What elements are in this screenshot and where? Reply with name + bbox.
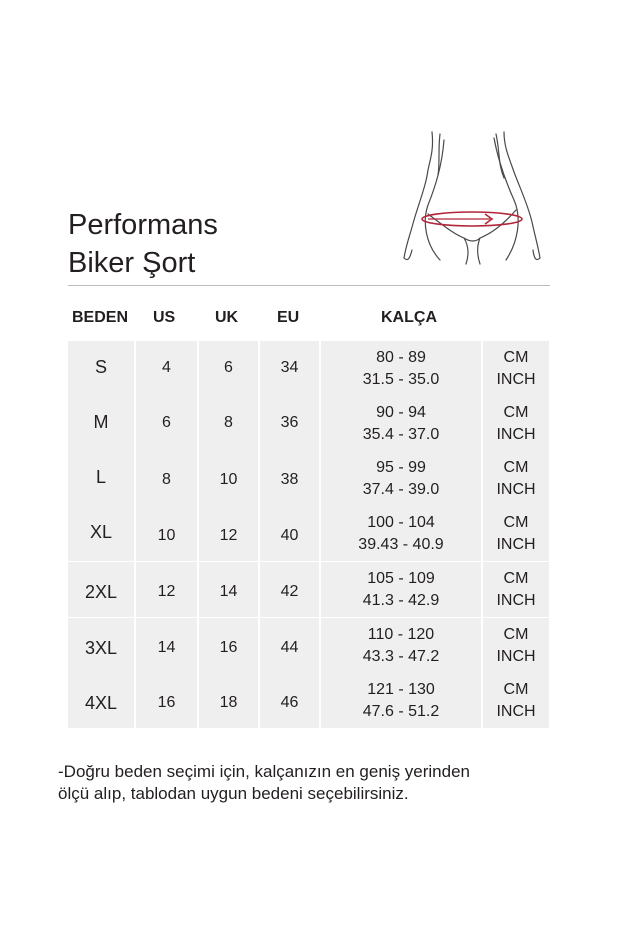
- uk-value: 18: [219, 694, 238, 711]
- eu-value: 44: [280, 639, 299, 656]
- size-cell: [68, 341, 134, 396]
- uk-value: 6: [224, 359, 233, 376]
- unit-cm: CM: [503, 570, 529, 587]
- us-cell: [136, 451, 197, 506]
- eu-value: 40: [280, 527, 299, 544]
- unit-inch: INCH: [496, 481, 536, 498]
- eu-cell: [260, 341, 319, 396]
- uk-cell: [199, 451, 258, 506]
- uk-cell: [199, 673, 258, 728]
- title-line-1: Performans: [68, 209, 218, 241]
- eu-cell: [260, 673, 319, 728]
- hip-cell: [321, 673, 481, 728]
- unit-cm: CM: [503, 349, 529, 366]
- unit-cm: CM: [503, 514, 529, 531]
- unit-cell: [483, 562, 549, 617]
- hip-cm-value: 90 - 94: [376, 404, 426, 421]
- hip-cm-value: 105 - 109: [367, 570, 435, 587]
- unit-inch: INCH: [496, 536, 536, 553]
- us-value: 4: [162, 359, 171, 376]
- us-cell: [136, 562, 197, 617]
- eu-cell: [260, 562, 319, 617]
- size-value: XL: [89, 522, 113, 542]
- hip-inch-value: 37.4 - 39.0: [362, 481, 440, 498]
- size-cell: [68, 396, 134, 451]
- header-uk: UK: [215, 309, 239, 326]
- hip-cm-value: 121 - 130: [367, 681, 435, 698]
- header-us: US: [153, 309, 176, 326]
- hip-cell: [321, 396, 481, 451]
- size-cell: [68, 673, 134, 728]
- unit-cell: [483, 618, 549, 673]
- uk-value: 14: [219, 583, 238, 600]
- table-row: [68, 396, 549, 451]
- eu-cell: [260, 396, 319, 451]
- note-line-1: -Doğru beden seçimi için, kalçanızın en geniş yerinden: [58, 762, 471, 781]
- uk-cell: [199, 396, 258, 451]
- uk-cell: [199, 618, 258, 673]
- eu-cell: [260, 506, 319, 561]
- uk-cell: [199, 341, 258, 396]
- hip-cell: [321, 451, 481, 506]
- table-row: [68, 506, 549, 561]
- uk-value: 10: [219, 471, 238, 488]
- uk-value: 8: [224, 414, 233, 431]
- title-line-2: Biker Şort: [68, 247, 196, 279]
- unit-inch: INCH: [496, 648, 536, 665]
- unit-cell: [483, 341, 549, 396]
- us-value: 8: [162, 471, 171, 488]
- header-hip: KALÇA: [381, 309, 437, 326]
- table-row: [68, 673, 549, 728]
- size-value: M: [93, 412, 109, 432]
- hip-cm-value: 80 - 89: [376, 349, 426, 366]
- unit-cell: [483, 396, 549, 451]
- unit-cell: [483, 451, 549, 506]
- unit-cm: CM: [503, 626, 529, 643]
- us-cell: [136, 506, 197, 561]
- page-title: [68, 206, 218, 282]
- size-cell: [68, 506, 134, 561]
- unit-cell: [483, 506, 549, 561]
- title-divider: [68, 285, 550, 286]
- us-cell: [136, 396, 197, 451]
- size-cell: [68, 562, 134, 617]
- unit-inch: INCH: [496, 371, 536, 388]
- hip-cell: [321, 562, 481, 617]
- uk-value: 12: [219, 527, 238, 544]
- us-value: 14: [157, 639, 176, 656]
- size-cell: [68, 451, 134, 506]
- size-value: 4XL: [84, 693, 118, 713]
- unit-cm: CM: [503, 404, 529, 421]
- eu-cell: [260, 451, 319, 506]
- us-value: 16: [157, 694, 176, 711]
- unit-inch: INCH: [496, 592, 536, 609]
- header-size: BEDEN: [72, 309, 129, 326]
- eu-value: 42: [280, 583, 299, 600]
- eu-value: 36: [280, 414, 299, 431]
- eu-value: 46: [280, 694, 299, 711]
- unit-cm: CM: [503, 459, 529, 476]
- hip-cm-value: 100 - 104: [367, 514, 435, 531]
- eu-cell: [260, 618, 319, 673]
- sizing-note: [58, 761, 578, 805]
- header-eu: EU: [277, 309, 300, 326]
- us-value: 10: [157, 527, 176, 544]
- eu-value: 38: [280, 471, 299, 488]
- hip-cm-value: 95 - 99: [376, 459, 426, 476]
- size-value: 3XL: [84, 638, 118, 658]
- uk-cell: [199, 506, 258, 561]
- hip-inch-value: 31.5 - 35.0: [362, 371, 440, 388]
- unit-inch: INCH: [496, 703, 536, 720]
- table-row: [68, 341, 549, 396]
- unit-cm: CM: [503, 681, 529, 698]
- table-row: [68, 618, 549, 673]
- hip-inch-value: 41.3 - 42.9: [362, 592, 440, 609]
- hip-inch-value: 47.6 - 51.2: [362, 703, 440, 720]
- uk-cell: [199, 562, 258, 617]
- size-value: 2XL: [84, 582, 118, 602]
- hip-inch-value: 35.4 - 37.0: [362, 426, 440, 443]
- hip-cm-value: 110 - 120: [367, 626, 435, 643]
- size-cell: [68, 618, 134, 673]
- eu-value: 34: [280, 359, 299, 376]
- us-cell: [136, 618, 197, 673]
- table-row: [68, 451, 549, 506]
- size-value: L: [95, 467, 106, 487]
- hip-cell: [321, 506, 481, 561]
- unit-inch: INCH: [496, 426, 536, 443]
- hip-inch-value: 43.3 - 47.2: [362, 648, 440, 665]
- uk-value: 16: [219, 639, 238, 656]
- us-value: 12: [157, 583, 176, 600]
- us-value: 6: [162, 414, 171, 431]
- hip-cell: [321, 618, 481, 673]
- note-line-2: ölçü alıp, tablodan uygun bedeni seçebilirsiniz.: [58, 784, 409, 803]
- table-row: [68, 562, 549, 617]
- hip-inch-value: 39.43 - 40.9: [358, 536, 444, 553]
- size-value: S: [94, 357, 107, 377]
- hip-cell: [321, 341, 481, 396]
- unit-cell: [483, 673, 549, 728]
- us-cell: [136, 673, 197, 728]
- hip-measurement-illustration-icon: [392, 130, 552, 270]
- us-cell: [136, 341, 197, 396]
